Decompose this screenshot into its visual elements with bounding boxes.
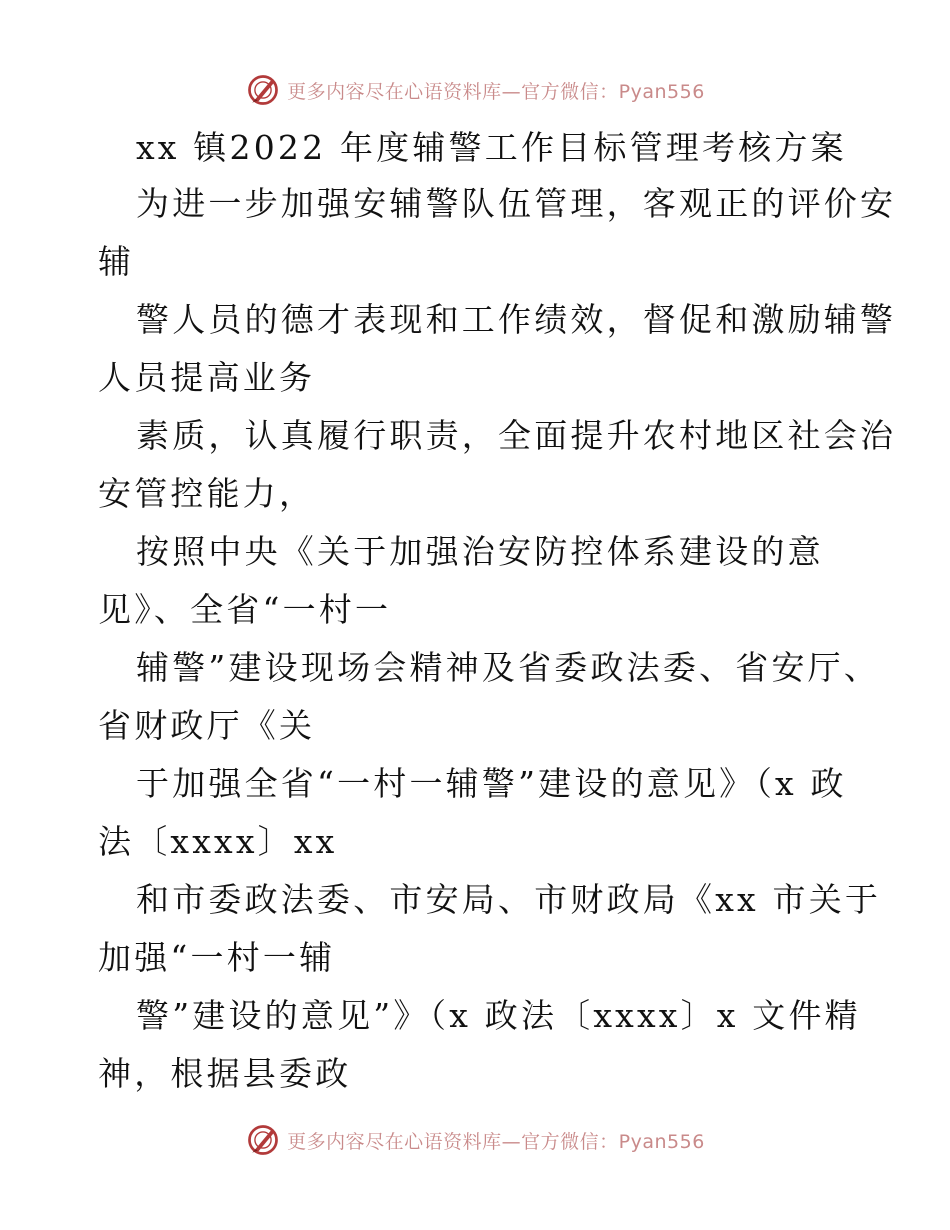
- text-line: 警人员的德才表现和工作绩效，督促和激励辅警: [136, 300, 897, 339]
- text-line: 警”建设的意见”》（x 政法〔xxxx〕x 文件精: [136, 996, 861, 1035]
- text-line: 人员提高业务: [98, 358, 316, 397]
- text-line: 和市委政法委、市安局、市财政局《xx 市关于: [136, 880, 882, 919]
- text-line: 于加强全省“一村一辅警”建设的意见》（x 政: [136, 764, 847, 803]
- text-line: 神，根据县委政: [98, 1054, 352, 1093]
- text-line: 安管控能力，: [98, 474, 316, 513]
- text-line: 法〔xxxx〕xx: [98, 822, 338, 861]
- text-line: 辅警”建设现场会精神及省委政法委、省安厅、: [136, 648, 881, 687]
- watermark-banner-top: [0, 70, 950, 110]
- text-line: 为进一步加强安辅警队伍管理，客观正的评价安: [136, 184, 897, 223]
- text-line: 加强“一村一辅: [98, 938, 336, 977]
- text-line: 素质，认真履行职责，全面提升农村地区社会治: [136, 416, 897, 455]
- document-title: xx 镇2022 年度辅警工作目标管理考核方案: [136, 128, 847, 167]
- pen-nib-seal-icon: [245, 1122, 281, 1158]
- watermark-banner-bottom: [0, 1120, 950, 1160]
- text-line: 见》、全省“一村一: [98, 590, 392, 629]
- watermark-text: 更多内容尽在心语资料库—官方微信：Pyan556: [287, 80, 705, 103]
- watermark-text: 更多内容尽在心语资料库—官方微信：Pyan556: [287, 1130, 705, 1153]
- text-line: 按照中央《关于加强治安防控体系建设的意: [136, 532, 824, 571]
- pen-nib-seal-icon: [245, 72, 281, 108]
- text-line: 辅: [98, 242, 135, 281]
- text-line: 省财政厅《关: [98, 706, 316, 745]
